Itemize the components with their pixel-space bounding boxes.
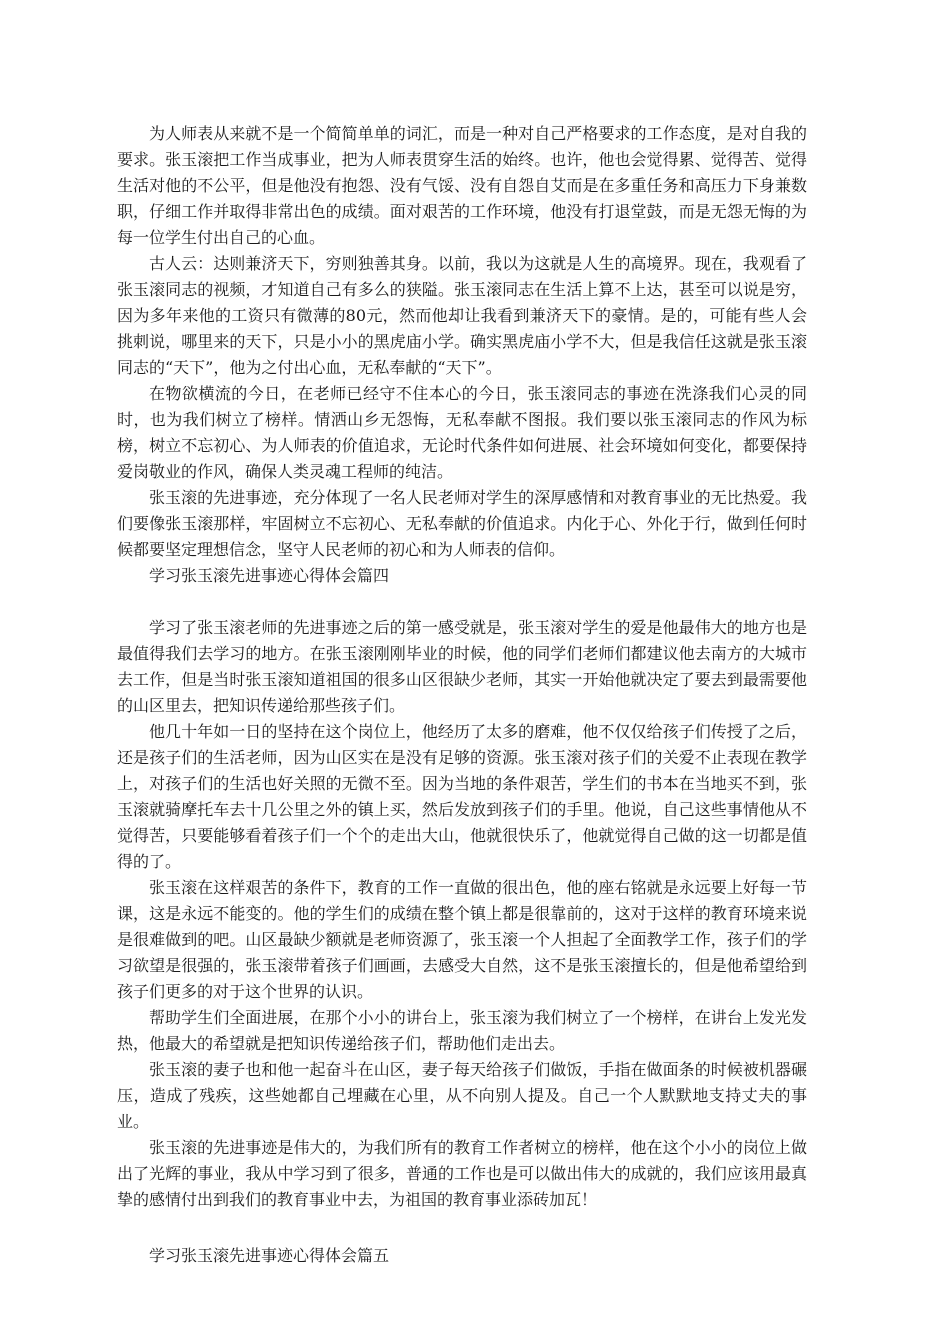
paragraph-5: 学习了张玉滚老师的先进事迹之后的第一感受就是，张玉滚对学生的爱是他最伟大的地方也是最值得我们去学习的地方。在张玉滚刚刚毕业的时候，他的同学们老师们都建议他去南方的大城市去工作，但是当时张玉滚知道祖国的很多山区很缺少老师，其实一开始他就决定了要去到最需要他的山区里去，把知识传递给那些孩子们。: [117, 618, 807, 715]
section-spacer: [117, 589, 807, 615]
section-spacer: [117, 1213, 807, 1243]
paragraph-8: 帮助学生们全面进展，在那个小小的讲台上，张玉滚为我们树立了一个榜样，在讲台上发光发热，他最大的希望就是把知识传递给孩子们，帮助他们走出去。: [117, 1008, 807, 1053]
paragraph-6: 他几十年如一日的坚持在这个岗位上，他经历了太多的磨难，他不仅仅给孩子们传授了之后，还是孩子们的生活老师，因为山区实在是没有足够的资源。张玉滚对孩子们的关爱不止表现在教学上，对孩子们的生活也好关照的无微不至。因为当地的条件艰苦，学生们的书本在当地买不到，张玉滚就骑摩托车去十几公里之外的镇上买，然后发放到孩子们的手里。他说，自己这些事情他从不觉得苦，只要能够看着孩子们一个个的走出大山，他就很快乐了，他就觉得自己做的这一切都是值得的了。: [117, 722, 807, 871]
paragraph-7: 张玉滚在这样艰苦的条件下，教育的工作一直做的很出色，他的座右铭就是永远要上好每一节课，这是永远不能变的。他的学生们的成绩在整个镇上都是很靠前的，这对于这样的教育环境来说是很难做到的吧。山区最缺少额就是老师资源了，张玉滚一个人担起了全面教学工作，孩子们的学习欲望是很强的，张玉滚带着孩子们画画，去感受大自然，这不是张玉滚擅长的，但是他希望给到孩子们更多的对于这个世界的认识。: [117, 878, 807, 1001]
paragraph-9: 张玉滚的妻子也和他一起奋斗在山区，妻子每天给孩子们做饭，手指在做面条的时候被机器碾压，造成了残疾，这些她都自己埋藏在心里，从不向别人提及。自己一个人默默地支持丈夫的事业。: [117, 1060, 807, 1131]
paragraph-10: 张玉滚的先进事迹是伟大的，为我们所有的教育工作者树立的榜样，他在这个小小的岗位上做出了光辉的事业，我从中学习到了很多，普通的工作也是可以做出伟大的成就的，我们应该用最真挚的感情付出到我们的教育事业中去，为祖国的教育事业添砖加瓦！: [117, 1138, 807, 1209]
section-heading-5: 学习张玉滚先进事迹心得体会篇五: [149, 1246, 390, 1265]
paragraph-4: 张玉滚的先进事迹，充分体现了一名人民老师对学生的深厚感情和对教育事业的无比热爱。我们要像张玉滚那样，牢固树立不忘初心、无私奉献的价值追求。内化于心、外化于行，做到任何时候都要坚定理想信念，坚守人民老师的初心和为人师表的信仰。: [117, 488, 807, 559]
document-body: [117, 121, 807, 1269]
section-heading-4: 学习张玉滚先进事迹心得体会篇四: [149, 566, 390, 585]
paragraph-2: 古人云：达则兼济天下，穷则独善其身。以前，我以为这就是人生的高境界。现在，我观看了张玉滚同志的视频，才知道自己有多么的狭隘。张玉滚同志在生活上算不上达，甚至可以说是穷，因为多年来他的工资只有微薄的80元，然而他却让我看到兼济天下的豪情。是的，可能有些人会挑刺说，哪里来的天下，只是小小的黑虎庙小学。确实黑虎庙小学不大，但是我信任这就是张玉滚同志的“天下”，他为之付出心血，无私奉献的“天下”。: [117, 254, 807, 377]
paragraph-1: 为人师表从来就不是一个简简单单的词汇，而是一种对自己严格要求的工作态度，是对自我的要求。张玉滚把工作当成事业，把为人师表贯穿生活的始终。也许，他也会觉得累、觉得苦、觉得生活对他的不公平，但是他没有抱怨、没有气馁、没有自怨自艾而是在多重任务和高压力下身兼数职，仔细工作并取得非常出色的成绩。面对艰苦的工作环境，他没有打退堂鼓，而是无怨无悔的为每一位学生付出自己的心血。: [117, 124, 807, 247]
paragraph-3: 在物欲横流的今日，在老师已经守不住本心的今日，张玉滚同志的事迹在洗涤我们心灵的同时，也为我们树立了榜样。情洒山乡无怨悔，无私奉献不图报。我们要以张玉滚同志的作风为标榜，树立不忘初心、为人师表的价值追求，无论时代条件如何进展、社会环境如何变化，都要保持爱岗敬业的作风，确保人类灵魂工程师的纯洁。: [117, 384, 807, 481]
